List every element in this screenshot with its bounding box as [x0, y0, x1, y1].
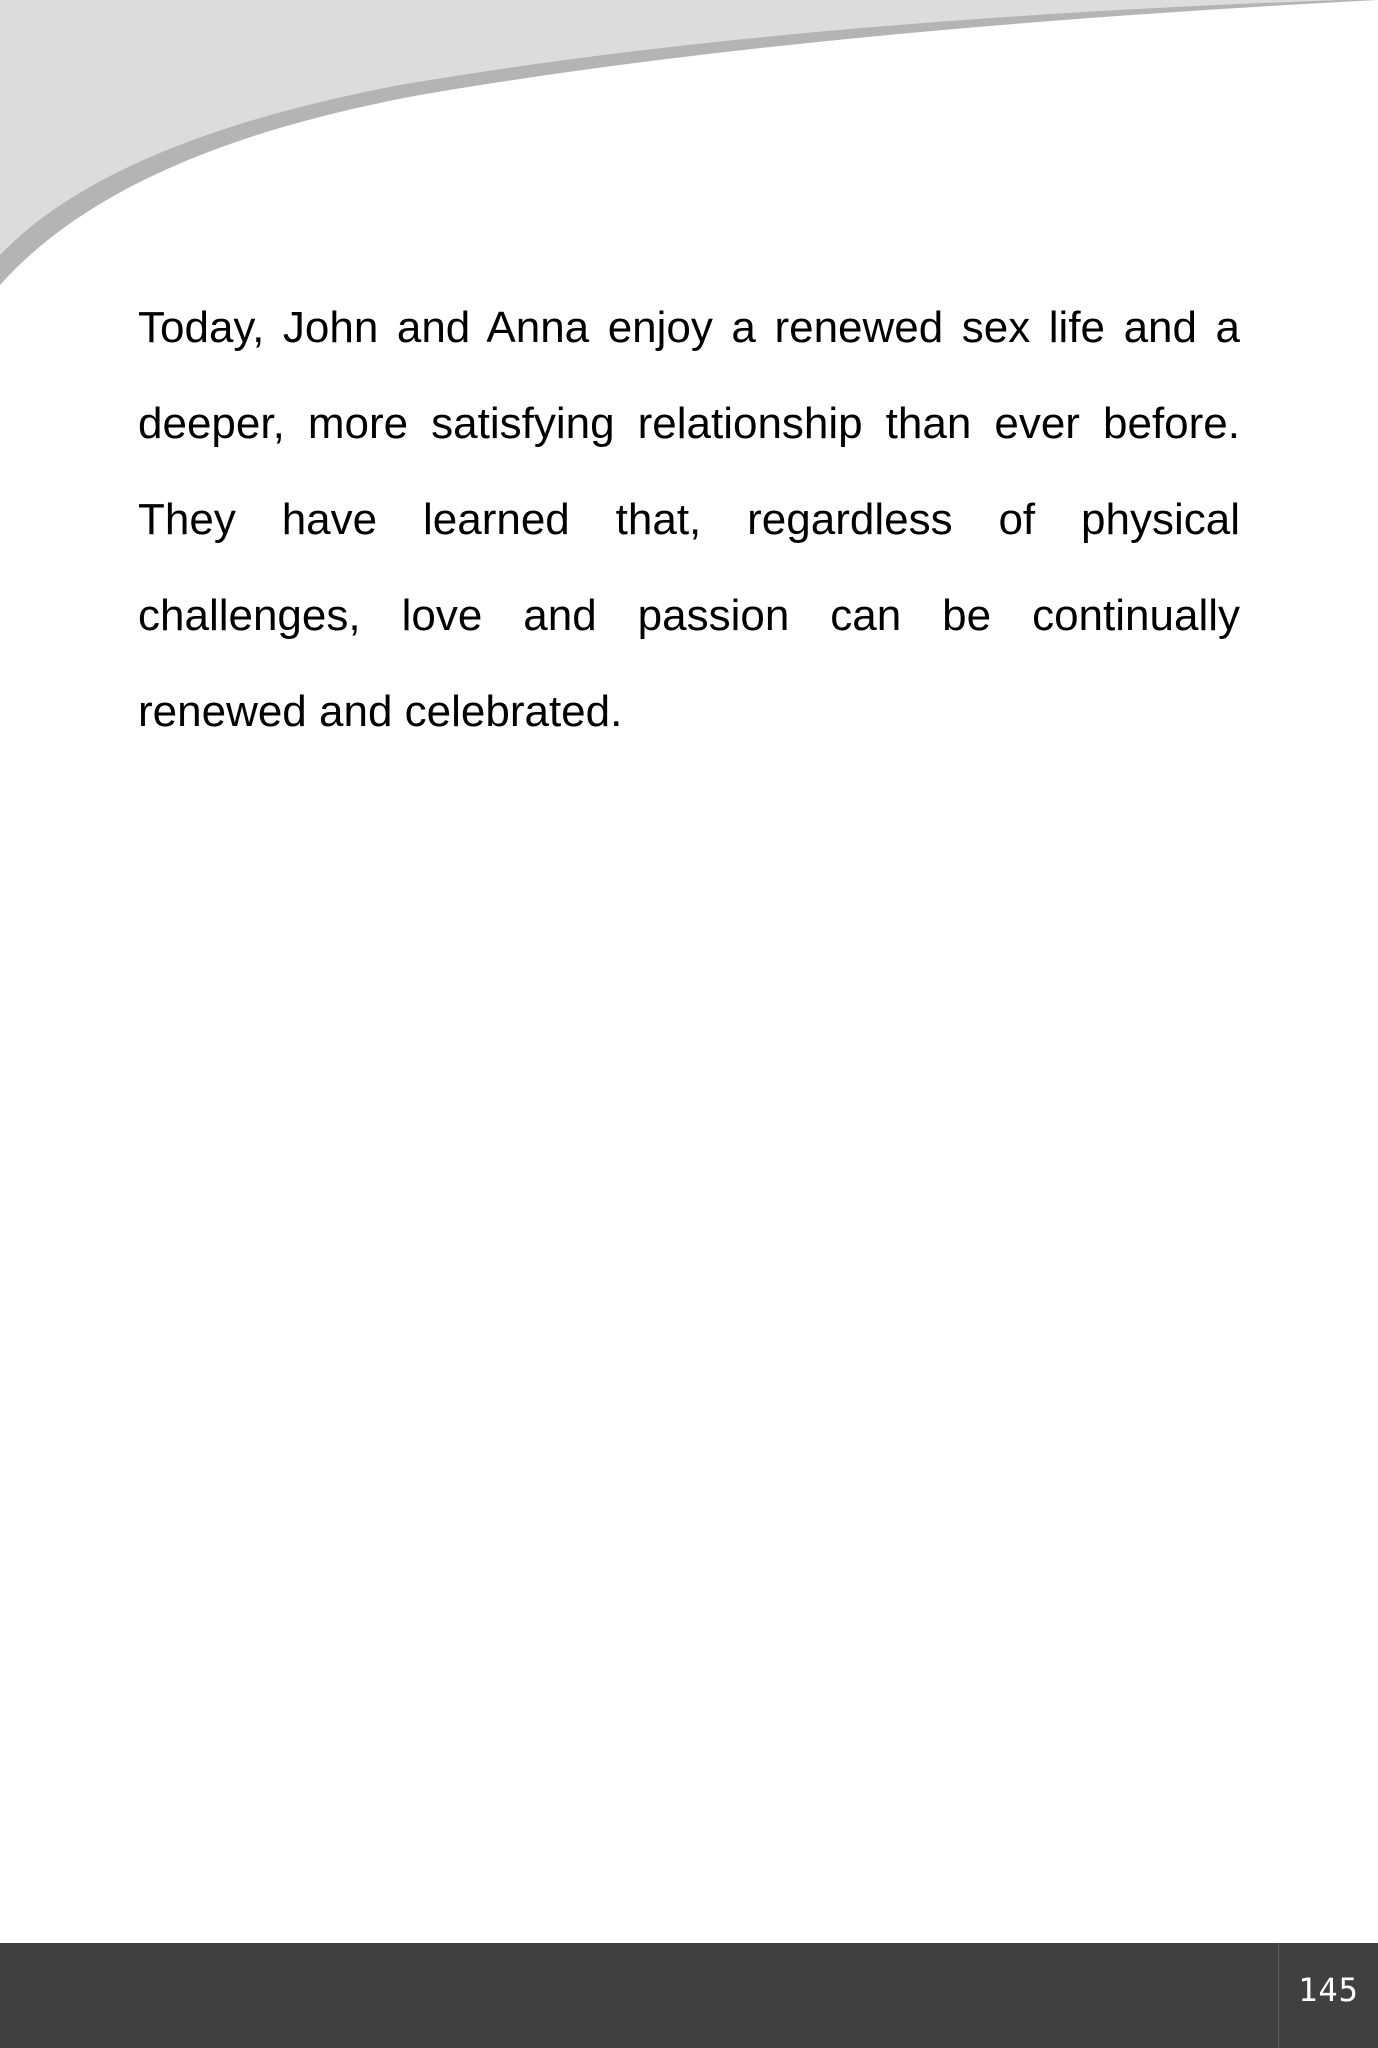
page-number: 145: [1298, 1970, 1359, 2009]
footer-bar: [0, 1943, 1378, 2048]
page-number-box: [1278, 1943, 1378, 2048]
body-paragraph: Today, John and Anna enjoy a renewed sex life and a deeper, more satisfying relationship than ever before. They have learned that, regardless of physical challenges, love and passion can be continually renewed and celebrated.: [138, 303, 1240, 736]
swoosh-light-fill: [0, 0, 1340, 255]
header-swoosh-decoration: [0, 0, 1378, 300]
